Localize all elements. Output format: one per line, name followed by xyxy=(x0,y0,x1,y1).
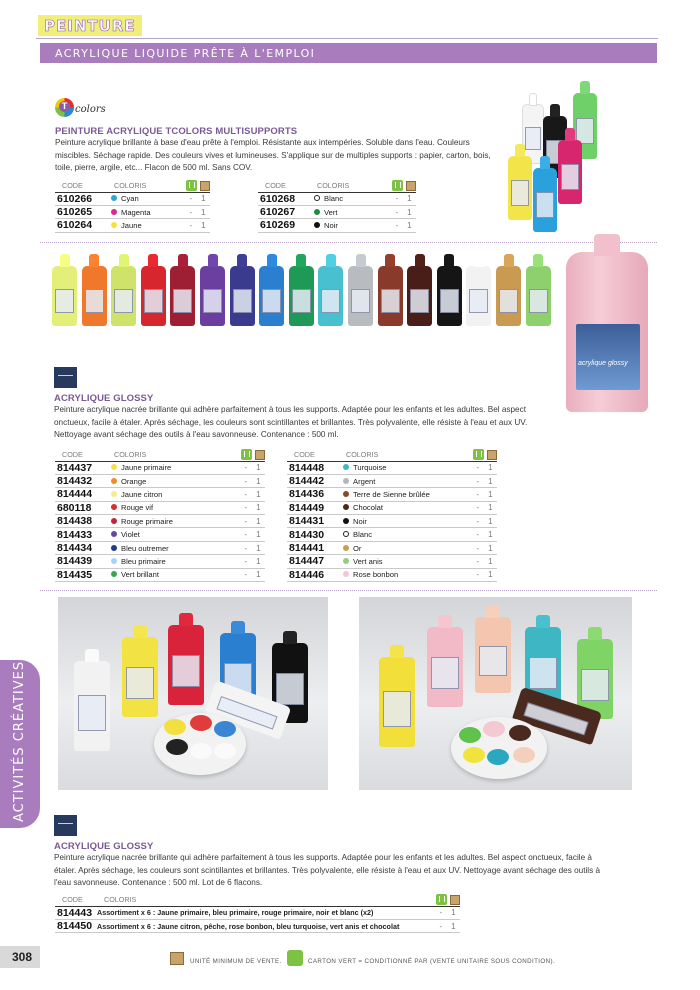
color-swatch xyxy=(111,491,117,497)
green-carton-icon xyxy=(473,449,484,460)
product-description: Peinture acrylique nacrée brillante qui adhère parfaitement à tous les supports. Adaptée pour les enfants et les adultes. Bel aspect onctueux, facile à étaler. Après séchage, les couleurs sont scintillantes et brillantes. Très polyvalente, elle résiste à l'eau et aux UV. Nettoyage avant séchage des outils à l'eau savonneuse. Contenance : 500 ml. Lot de 6 flacons. xyxy=(54,853,601,888)
green-carton-icon xyxy=(287,950,303,966)
table-row: 814435 Vert brillant - 1 xyxy=(55,568,265,581)
glossy-set-photo-1 xyxy=(58,597,328,790)
table-row: 610268 Blanc - 1 xyxy=(258,192,416,205)
color-swatch xyxy=(111,504,117,510)
paint-bottle xyxy=(318,266,343,326)
table-row: 814430 Blanc - 1 xyxy=(287,528,497,541)
color-swatch xyxy=(111,195,117,201)
table-row: 814444 Jaune citron - 1 xyxy=(55,488,265,501)
paint-bottle xyxy=(200,266,225,326)
brand-logo xyxy=(54,367,77,388)
box-icon xyxy=(255,450,265,460)
color-swatch xyxy=(343,531,349,537)
paint-bottle xyxy=(526,266,551,326)
color-swatch xyxy=(111,222,117,228)
glossy-set-photo-2 xyxy=(359,597,632,790)
product-description: Peinture acrylique nacrée brillante qui adhère parfaitement à tous les supports. Adaptée pour les enfants et les adultes. Bel aspect onctueux, facile à étaler. Après séchage, les couleurs sont scintillantes et brillantes. Très polyvalente, elle résiste à l'eau et aux UV. Nettoyage avant séchage des outils à l'eau savonneuse. Contenance : 500 ml. xyxy=(54,405,528,440)
color-swatch xyxy=(343,464,349,470)
reference-table-right: CODE COLORIS 610268 Blanc - 1 610267 Vert - 1 610269 Noir - 1 xyxy=(258,180,416,233)
table-row: 814446 Rose bonbon - 1 xyxy=(287,568,497,581)
table-row: 814450 Assortiment x 6 : Jaune citron, pêche, rose bonbon, bleu turquoise, vert anis et chocolat - 1 xyxy=(55,919,460,932)
table-row: 814437 Jaune primaire - 1 xyxy=(55,461,265,474)
table-row: 610266 Cyan - 1 xyxy=(55,192,210,205)
subsection-band: ACRYLIQUE LIQUIDE PRÊTE À L'EMPLOI xyxy=(40,43,657,63)
magenta-bottle xyxy=(558,140,582,204)
color-swatch xyxy=(343,558,349,564)
paint-bottle xyxy=(259,266,284,326)
paint-bottle xyxy=(141,266,166,326)
section-title: PEINTURE xyxy=(38,15,142,36)
paint-bottle xyxy=(230,266,255,326)
color-swatch xyxy=(111,531,117,537)
color-swatch xyxy=(314,195,320,201)
brand-logo xyxy=(54,815,77,836)
paint-bottle xyxy=(348,266,373,326)
color-swatch xyxy=(111,545,117,551)
header-rule xyxy=(36,38,658,39)
color-swatch xyxy=(343,571,349,577)
color-swatch xyxy=(343,491,349,497)
box-icon xyxy=(450,895,460,905)
box-icon xyxy=(406,181,416,191)
section-divider xyxy=(40,590,657,591)
green-carton-icon xyxy=(186,180,197,191)
paint-bottle xyxy=(378,266,403,326)
table-row: 610269 Noir - 1 xyxy=(258,219,416,232)
table-row: 814433 Violet - 1 xyxy=(55,528,265,541)
paint-bottle xyxy=(407,266,432,326)
paint-bottle xyxy=(437,266,462,326)
color-swatch xyxy=(343,478,349,484)
table-row: 814431 Noir - 1 xyxy=(287,515,497,528)
paint-bottle xyxy=(52,266,77,326)
green-carton-icon xyxy=(392,180,403,191)
paint-bottle xyxy=(82,266,107,326)
section-divider xyxy=(40,242,657,243)
table-row: 610264 Jaune - 1 xyxy=(55,219,210,232)
cyan-bottle xyxy=(533,168,557,232)
product-heading: ACRYLIQUE GLOSSY xyxy=(54,393,154,404)
reference-table-left: CODE COLORIS 610266 Cyan - 1 610265 Magenta - 1 610264 Jaune - 1 xyxy=(55,180,210,233)
paint-bottle xyxy=(111,266,136,326)
product-description: Peinture acrylique brillante à base d'eau prête à l'emploi. Résistante aux intempéries. Soluble dans l'eau. Couleurs miscibles. Séchage rapide. Des couleurs vives et lumineuses. S'applique sur de multiples supports : papier, carton, bois, toile, pierre, argile, etc... Flacon de 500 ml. Sans COV. xyxy=(55,138,491,173)
color-swatch xyxy=(111,209,117,215)
tcolors-logo: T colors xyxy=(55,98,107,120)
green-carton-icon xyxy=(436,894,447,905)
table-row: 814448 Turquoise - 1 xyxy=(287,461,497,474)
reference-table-left: CODE COLORIS 814437 Jaune primaire - 1 814432 Orange - 1 814444 Jaune citron - 1 680118 Rouge vif - 1 814438 Rouge primaire - 1 814433 Violet - 1 814434 Bleu outremer - 1 814439 Bleu primaire - 1 814435 Vert brillant - 1 xyxy=(55,449,265,582)
color-swatch xyxy=(111,571,117,577)
table-row: 814449 Chocolat - 1 xyxy=(287,501,497,514)
color-swatch xyxy=(314,209,320,215)
table-row: 814447 Vert anis - 1 xyxy=(287,555,497,568)
product-heading: PEINTURE ACRYLIQUE TCOLORS MULTISUPPORTS xyxy=(55,126,298,137)
color-swatch xyxy=(111,558,117,564)
table-row: 680118 Rouge vif - 1 xyxy=(55,501,265,514)
table-row: 814434 Bleu outremer - 1 xyxy=(55,541,265,554)
color-swatch xyxy=(111,478,117,484)
color-swatch xyxy=(314,222,320,228)
color-swatch xyxy=(343,518,349,524)
table-row: 814441 Or - 1 xyxy=(287,541,497,554)
assortment-table: CODE COLORIS 814443 Assortiment x 6 : Jaune primaire, bleu primaire, rouge primaire, noir et blanc (x2) - 1 814450 Assortiment x 6 : Jaune citron, pêche, rose bonbon, bleu turquoise, vert anis et chocolat - 1 xyxy=(55,894,460,933)
table-row: 814432 Orange - 1 xyxy=(55,474,265,487)
table-row: 814436 Terre de Sienne brûlée - 1 xyxy=(287,488,497,501)
green-carton-icon xyxy=(241,449,252,460)
paint-bottle xyxy=(466,266,491,326)
color-swatch xyxy=(343,545,349,551)
box-icon xyxy=(487,450,497,460)
yellow-bottle xyxy=(508,156,532,220)
white-bottle xyxy=(522,104,544,164)
box-icon xyxy=(170,952,184,965)
pink-glossy-bottle: acrylique glossy xyxy=(566,252,648,412)
table-row: 814442 Argent - 1 xyxy=(287,474,497,487)
legend-unit: UNITÉ MINIMUM DE VENTE. xyxy=(190,958,282,965)
table-row: 814443 Assortiment x 6 : Jaune primaire, bleu primaire, rouge primaire, noir et blanc (x2) - 1 xyxy=(55,906,460,919)
color-swatch xyxy=(111,464,117,470)
box-icon xyxy=(200,181,210,191)
color-swatch xyxy=(343,504,349,510)
paint-bottle xyxy=(289,266,314,326)
table-row: 814438 Rouge primaire - 1 xyxy=(55,515,265,528)
product-heading: ACRYLIQUE GLOSSY xyxy=(54,841,154,852)
category-side-tab: ACTIVITÉS CRÉATIVES xyxy=(0,660,40,828)
table-row: 814439 Bleu primaire - 1 xyxy=(55,555,265,568)
paint-bottle xyxy=(496,266,521,326)
legend-green-carton: CARTON VERT = CONDITIONNÉ PAR (VENTE UNITAIRE SOUS CONDITION). xyxy=(308,958,556,965)
table-row: 610267 Vert - 1 xyxy=(258,205,416,218)
color-swatch xyxy=(111,518,117,524)
reference-table-right: CODE COLORIS 814448 Turquoise - 1 814442 Argent - 1 814436 Terre de Sienne brûlée - 1 814449 Chocolat - 1 814431 Noir - 1 814430 Blanc - 1 814441 Or - 1 814447 Vert anis - 1 814446 Rose bonbon - 1 xyxy=(287,449,497,582)
page-number: 308 xyxy=(0,946,40,968)
paint-bottle xyxy=(170,266,195,326)
table-row: 610265 Magenta - 1 xyxy=(55,205,210,218)
